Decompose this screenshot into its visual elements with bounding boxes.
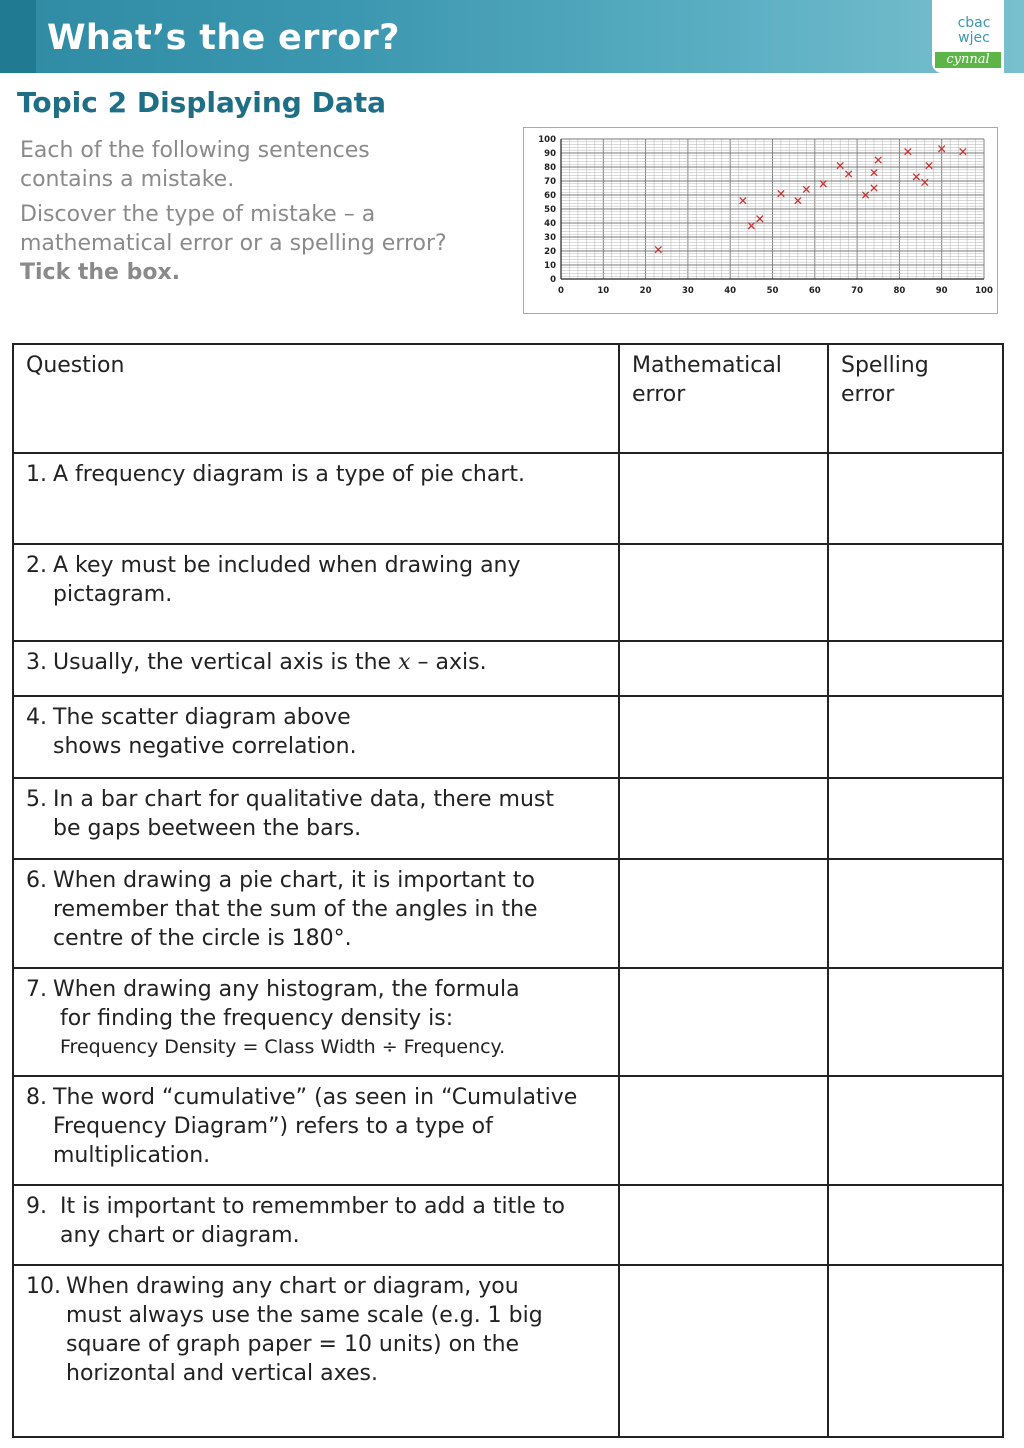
question-cell: [13, 641, 619, 696]
question-text: must always use the same scale (e.g. 1 big: [66, 1303, 543, 1328]
math-error-tick-box[interactable]: [619, 1185, 828, 1265]
formula-note: Frequency Density = Class Width ÷ Frequency.: [60, 1036, 506, 1058]
question-number: 9.: [26, 1194, 47, 1219]
math-error-tick-box[interactable]: [619, 859, 828, 968]
table-row: [13, 968, 1003, 1076]
question-cell: [13, 968, 619, 1076]
table-row: [13, 778, 1003, 859]
question-text: for finding the frequency density is:: [60, 1006, 454, 1031]
x-tick-label: 30: [681, 286, 694, 296]
question-text: any chart or diagram.: [60, 1223, 300, 1248]
math-error-tick-box[interactable]: [619, 453, 828, 544]
question-text: pictagram.: [53, 582, 173, 607]
math-error-tick-box[interactable]: [619, 1076, 828, 1185]
x-tick-label: 70: [851, 286, 864, 296]
question-text: Frequency Diagram”) refers to a type of: [53, 1114, 493, 1139]
instruction-tick-box: Tick the box.: [20, 260, 181, 285]
question-cell: [13, 544, 619, 641]
y-tick-label: 90: [544, 149, 556, 159]
header-spelling-label: Spelling: [841, 353, 929, 378]
math-error-tick-box[interactable]: [619, 1265, 828, 1437]
x-tick-label: 80: [893, 286, 906, 296]
intro-paragraph-1: [20, 136, 370, 194]
scatter-chart-frame: [523, 127, 998, 314]
table-row: [13, 544, 1003, 641]
question-table: [12, 343, 1004, 1438]
x-tick-label: 10: [597, 286, 610, 296]
table-row: [13, 641, 1003, 696]
scatter-point: [757, 216, 763, 222]
math-error-tick-box[interactable]: [619, 778, 828, 859]
logo-text-cynnal: cynnal: [935, 52, 1001, 68]
header-question-label: Question: [26, 353, 125, 378]
table-row: [13, 1185, 1003, 1265]
question-cell: [13, 453, 619, 544]
x-tick-label: 90: [935, 286, 948, 296]
logo-text-cbac: cbac: [957, 15, 991, 31]
math-error-tick-box[interactable]: [619, 696, 828, 778]
y-tick-label: 0: [550, 275, 556, 285]
spelling-error-tick-box[interactable]: [828, 641, 1003, 696]
spelling-error-tick-box[interactable]: [828, 696, 1003, 778]
y-tick-label: 70: [544, 177, 556, 187]
spelling-error-tick-box[interactable]: [828, 453, 1003, 544]
table-header-row: [13, 344, 1003, 453]
question-text: centre of the circle is 180°.: [53, 926, 352, 951]
math-error-tick-box[interactable]: [619, 544, 828, 641]
intro-line: Discover the type of mistake – a: [20, 202, 376, 227]
spelling-error-tick-box[interactable]: [828, 859, 1003, 968]
question-number: 4.: [26, 705, 47, 730]
question-text: When drawing a pie chart, it is important to: [53, 868, 535, 893]
y-tick-label: 30: [544, 233, 556, 243]
question-cell: [13, 1076, 619, 1185]
x-tick-label: 100: [975, 286, 993, 296]
question-text: A key must be included when drawing any: [53, 553, 521, 578]
intro-line: Each of the following sentences: [20, 138, 370, 163]
spelling-error-tick-box[interactable]: [828, 1185, 1003, 1265]
scatter-chart: [524, 128, 997, 313]
y-tick-label: 50: [544, 205, 556, 215]
scatter-point: [926, 162, 932, 168]
spelling-error-tick-box[interactable]: [828, 1265, 1003, 1437]
question-number: 6.: [26, 868, 47, 893]
header-spelling-error: [828, 344, 1003, 453]
header-math-label: Mathematical: [632, 353, 782, 378]
header-spelling-label: error: [841, 382, 895, 407]
header-banner: [0, 0, 1024, 73]
table-row: [13, 453, 1003, 544]
question-cell: [13, 859, 619, 968]
question-number: 2.: [26, 553, 47, 578]
math-error-tick-box[interactable]: [619, 968, 828, 1076]
question-text: square of graph paper = 10 units) on the: [66, 1332, 520, 1357]
table-row: [13, 696, 1003, 778]
scatter-point: [655, 246, 661, 252]
question-text: be gaps beetween the bars.: [53, 816, 362, 841]
spelling-error-tick-box[interactable]: [828, 544, 1003, 641]
intro-paragraph-2: [20, 200, 447, 258]
question-number: 1.: [26, 462, 47, 487]
question-text: When drawing any histogram, the formula: [53, 977, 520, 1002]
table-row: [13, 1265, 1003, 1437]
question-text: In a bar chart for qualitative data, there must: [53, 787, 555, 812]
question-text: [26, 648, 606, 677]
spelling-error-tick-box[interactable]: [828, 778, 1003, 859]
y-tick-label: 40: [544, 219, 556, 229]
banner-edge-stripe: [0, 0, 36, 73]
question-number: 8.: [26, 1085, 47, 1110]
question-number: 7.: [26, 977, 47, 1002]
question-cell: [13, 1185, 619, 1265]
header-question: [13, 344, 619, 453]
header-mathematical-error: [619, 344, 828, 453]
table-row: [13, 1076, 1003, 1185]
table-row: [13, 859, 1003, 968]
y-tick-label: 20: [544, 247, 556, 257]
intro-line: contains a mistake.: [20, 167, 235, 192]
x-tick-label: 20: [639, 286, 652, 296]
question-text: remember that the sum of the angles in the: [53, 897, 538, 922]
question-text: multiplication.: [53, 1143, 211, 1168]
y-tick-label: 10: [544, 261, 556, 271]
scatter-point: [875, 157, 881, 163]
x-tick-label: 0: [558, 286, 564, 296]
question-cell: [13, 696, 619, 778]
question-text-part: Usually, the vertical axis is the: [53, 650, 392, 675]
question-text: It is important to rememmber to add a title to: [60, 1194, 565, 1219]
x-tick-label: 60: [808, 286, 821, 296]
spelling-error-tick-box[interactable]: [828, 1076, 1003, 1185]
question-cell: [13, 1265, 619, 1437]
question-text: The word “cumulative” (as seen in “Cumulative: [53, 1085, 578, 1110]
question-text: When drawing any chart or diagram, you: [66, 1274, 519, 1299]
question-text: The scatter diagram above: [53, 705, 351, 730]
x-tick-label: 50: [766, 286, 779, 296]
y-tick-label: 60: [544, 191, 556, 201]
question-number: 10.: [26, 1274, 61, 1299]
question-number: 3.: [26, 650, 47, 675]
question-text: horizontal and vertical axes.: [66, 1361, 378, 1386]
question-text: shows negative correlation.: [53, 734, 357, 759]
y-tick-label: 100: [538, 135, 556, 145]
topic-heading: Topic 2 Displaying Data: [17, 86, 387, 119]
logo-text-wjec: wjec: [958, 30, 990, 46]
scatter-point: [960, 148, 966, 154]
math-error-tick-box[interactable]: [619, 641, 828, 696]
question-cell: [13, 778, 619, 859]
spelling-error-tick-box[interactable]: [828, 968, 1003, 1076]
question-number: 5.: [26, 787, 47, 812]
intro-line: mathematical error or a spelling error?: [20, 231, 447, 256]
math-variable-x: x: [398, 650, 411, 675]
question-text-part: – axis.: [417, 650, 487, 675]
question-text: A frequency diagram is a type of pie chart.: [53, 462, 526, 487]
wjec-logo: [932, 0, 1004, 73]
page-title: What’s the error?: [47, 18, 400, 58]
header-math-label: error: [632, 382, 686, 407]
y-tick-label: 80: [544, 163, 556, 173]
x-tick-label: 40: [724, 286, 737, 296]
